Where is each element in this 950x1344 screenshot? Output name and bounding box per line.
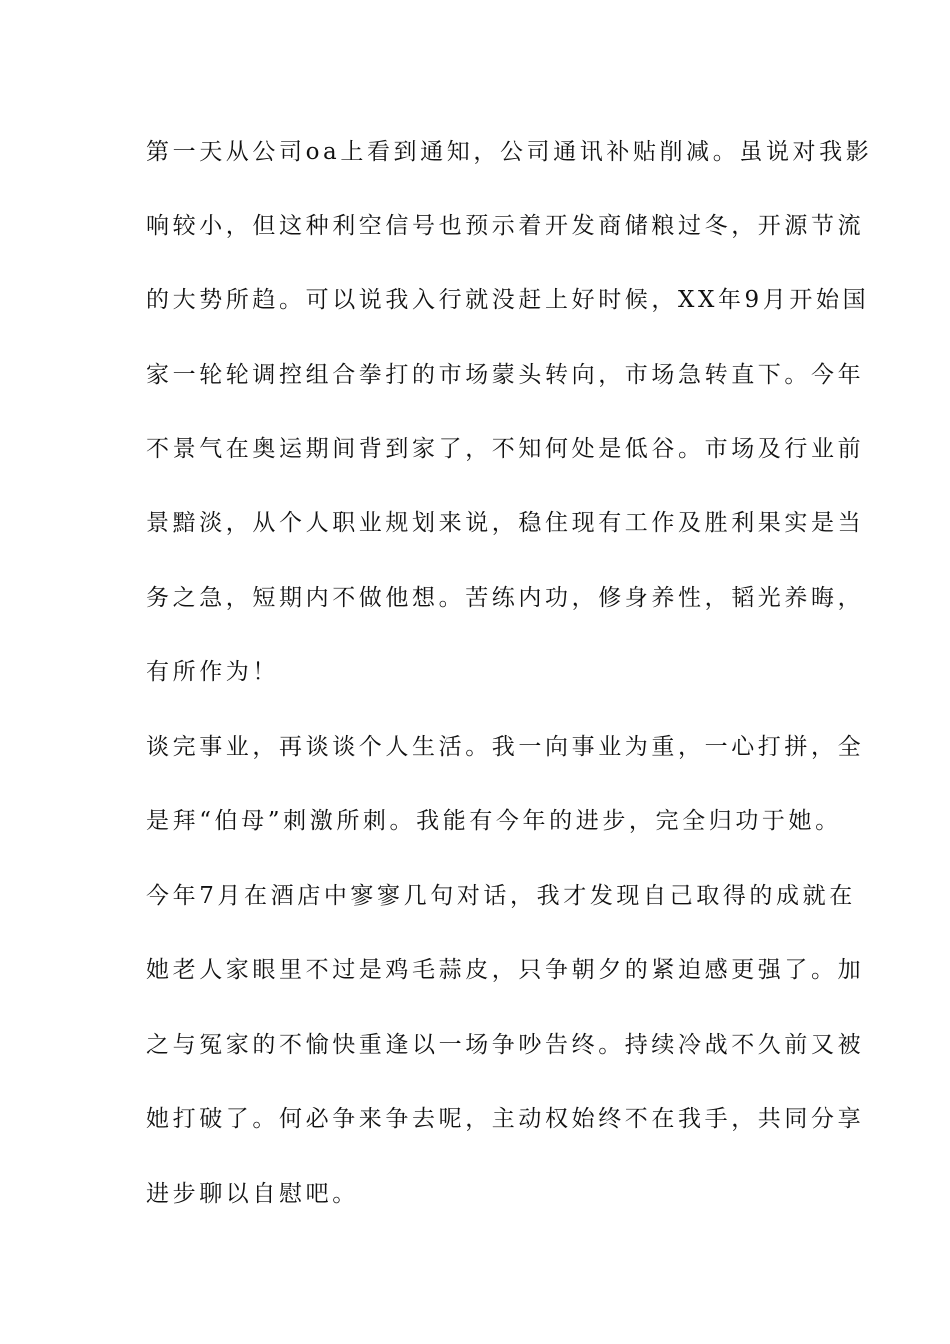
paragraph-1-line-5: 不景气在奥运期间背到家了，不知何处是低谷。市场及行业前 — [146, 436, 865, 462]
paragraph-1-line-2: 响较小，但这种利空信号也预示着开发商储粮过冬，开源节流 — [146, 213, 865, 239]
paragraph-2-line-4: 她老人家眼里不过是鸡毛蒜皮，只争朝夕的紧迫感更强了。加 — [146, 957, 865, 983]
paragraph-2-line-5: 之与冤家的不愉快重逢以一场争吵告终。持续冷战不久前又被 — [146, 1032, 865, 1058]
paragraph-1-line-8: 有所作为！ — [146, 659, 279, 685]
paragraph-1-line-7: 务之急，短期内不做他想。苦练内功，修身养性，韬光养晦， — [146, 585, 865, 611]
paragraph-1-line-3: 的大势所趋。可以说我入行就没赶上好时候，XX年9月开始国 — [146, 287, 870, 313]
paragraph-2-line-1: 谈完事业，再谈谈个人生活。我一向事业为重，一心打拼，全 — [146, 734, 865, 760]
paragraph-1-line-4: 家一轮轮调控组合拳打的市场蒙头转向，市场急转直下。今年 — [146, 362, 865, 388]
paragraph-2-line-7: 进步聊以自慰吧。 — [146, 1181, 359, 1207]
paragraph-2-line-3: 今年7月在酒店中寥寥几句对话，我才发现自己取得的成就在 — [146, 883, 856, 909]
paragraph-1-line-1: 第一天从公司oa上看到通知，公司通讯补贴削减。虽说对我影 — [146, 139, 873, 165]
paragraph-2-line-6: 她打破了。何必争来争去呢，主动权始终不在我手，共同分享 — [146, 1106, 865, 1132]
paragraph-2-line-2: 是拜“伯母”刺激所刺。我能有今年的进步，完全归功于她。 — [146, 808, 842, 834]
paragraph-1-line-6: 景黯淡，从个人职业规划来说，稳住现有工作及胜利果实是当 — [146, 510, 865, 536]
